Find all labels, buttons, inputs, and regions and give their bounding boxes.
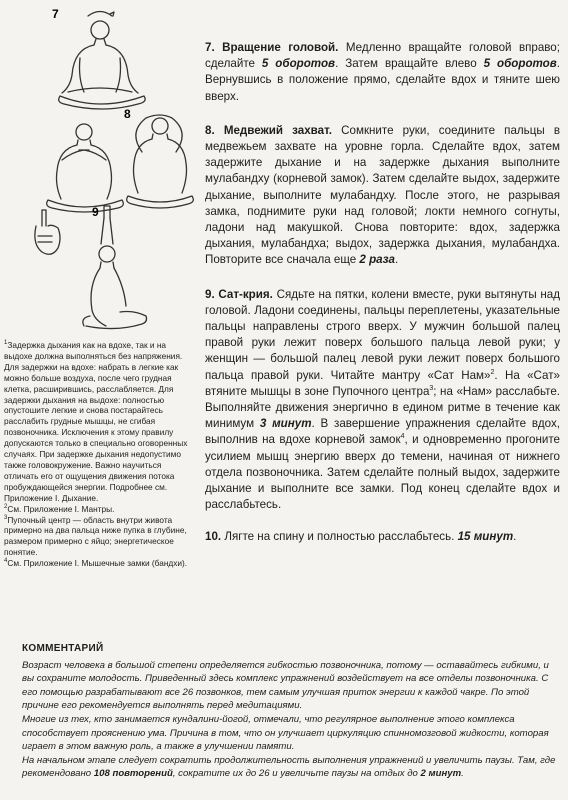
footnote-2	[4, 504, 194, 515]
figure-7-illustration	[59, 12, 145, 110]
footnote-4-text: См. Приложение I. Мышечные замки (бандхи).	[7, 558, 188, 569]
commentary-title: КОММЕНТАРИЙ	[22, 643, 104, 654]
footnote-2-number: 2	[4, 503, 8, 510]
footnote-4-number: 4	[4, 558, 8, 565]
footnote-ref-2: 2	[490, 368, 495, 376]
footnote-1-number: 1	[4, 340, 8, 347]
footnote-4	[4, 558, 194, 569]
exercise-7-count-left: 5 оборотов	[483, 57, 557, 71]
commentary-p3-text-2: , сократите их до 26 и увеличьте паузы на отдых до	[172, 768, 421, 780]
exercise-7	[205, 40, 560, 105]
exercise-7-text-2: . Затем вращайте влево	[335, 57, 484, 71]
exercise-9-text-4: . В завершение упражнения сделайте вдох, выполнив на вдохе корневой замок	[205, 417, 560, 447]
footnote-1-text: Задержка дыхания как на вдохе, так и на выдохе должна выполняться без напряжения. Для задержки на вдохе: набрать в легкие как можно больше воздуха, после чего грудная клетка, расширившись, расслабляется. Для задержки дыхания на выдохе: полностью опустошите легкие и снова постарайтесь расслабить грудные мышцы, не сгибая позвоночника. Исключения к этому правилу допускаются только в специально оговоренных случаях. При задержке дыхания недопустимо также головокружение. Важно научиться отличать его от ощущения движения потока пробуждающейся энергии. Подробнее см. Приложение I. Дыхание.	[4, 340, 188, 503]
exercise-9-text-3: ; на «Нам» расслабьте. Выполняйте движения энергично в едином ритме в течение как минимум	[205, 384, 560, 431]
commentary-pause: 2 минут	[420, 768, 462, 780]
commentary-repetitions: 108 повторений	[93, 768, 173, 780]
commentary-section	[22, 642, 562, 781]
exercise-8-text-end: .	[394, 253, 399, 267]
exercise-10	[205, 529, 560, 545]
exercise-10-text: Лягте на спину и полностью расслабьтесь.	[221, 530, 458, 544]
commentary-p3-end: .	[461, 768, 464, 780]
footnotes	[4, 340, 194, 569]
exercise-7-heading: 7. Вращение головой.	[205, 41, 339, 54]
footnote-3-text: Пупочный центр — область внутри живота примерно на два пальца ниже пупка в глубине, размером примерно с яйцо; энергетическое понятие.	[4, 514, 187, 558]
exercise-9-heading: 9. Сат-крия.	[205, 287, 273, 301]
exercise-10-heading: 10.	[205, 530, 222, 544]
exercise-8	[205, 123, 560, 269]
footnote-1	[4, 340, 194, 504]
footnote-ref-4: 4	[400, 433, 405, 441]
exercise-7-count-right: 5 оборотов	[261, 57, 336, 71]
footnote-3-number: 3	[4, 514, 8, 521]
commentary-paragraph-2: Многие из тех, кто занимается кундалини-йогой, отмечали, что регулярное выполнение этого комплекса способствует прояснению ума. Причина в том, что он улучшает циркуляцию спинномозговой жидкости, которая играет в этом важную роль, а также в улучшении памяти.	[22, 713, 549, 753]
figure-9-number: 9	[92, 205, 99, 219]
exercise-9-text-5: , и одновременно прогоните усилием мышц энергию вверх до темени, начиная от нижнего отдела позвоночника. Затем сделайте полный выдох, задержите дыхание и выполните все замки. Под конец сделайте вдох и расслабьтесь.	[205, 433, 560, 512]
exercise-illustrations	[0, 0, 230, 340]
exercise-9-text: Сядьте на пятки, колени вместе, руки вытянуты над головой. Ладони соединены, пальцы переплетены, указательные пальцы направлены строго вверх. У мужчин большой палец правой руки лежит поверх большого пальца левой руки; у женщин — большой палец левой руки лежит поверх большого пальца правой руки. Читайте мантру «Сат Нам»	[205, 287, 561, 382]
footnote-ref-3: 3	[429, 385, 434, 392]
exercise-7-text: Медленно вращайте головой вправо; сделайте	[205, 41, 560, 71]
exercise-7-text-3: . Вернувшись в положение прямо, сделайте вдох и тяните шею вверх.	[205, 57, 561, 103]
figure-7-number: 7	[52, 7, 59, 21]
exercise-9	[205, 287, 560, 514]
footnote-2-text: См. Приложение I. Мантры.	[7, 503, 115, 514]
exercise-10-text-end: .	[513, 530, 517, 544]
exercise-8-repeat-count: 2 раза	[359, 253, 395, 267]
exercise-9-text-2: . На «Сат» втяните мышцы в зоне Пупочного центра	[205, 368, 560, 398]
exercise-10-duration: 15 минут	[457, 530, 514, 544]
exercise-8-text: Сомкните руки, соедините пальцы в медвежьем захвате на уровне горла. Сделайте вдох, затем задержите дыхание и на задержке дыхания выполните мулабандху (корневой замок). Затем сделайте выдох, задержите дыхание, выполните мулабандху. После этого, не разрывая замка, поднимите руки над головой; локти немного согнуты, ладони над макушкой. Снова повторите: вдох, задержка дыхания, мулабандха; выдох, задержка дыхания, мулабандха. Повторите все сначала еще	[205, 123, 560, 267]
commentary-paragraph-3	[22, 754, 562, 781]
exercise-9-duration: 3 минут	[259, 417, 312, 431]
commentary-p3-text: На начальном этапе следует сократить продолжительность выполнения упражнений и увеличить паузы. Там, где рекомендовано	[22, 754, 556, 780]
figure-8-illustration	[47, 115, 194, 212]
commentary-paragraph-1: Возраст человека в большой степени определяется гибкостью позвоночника, потому — оставайтесь гибкими, и вы сохраните молодость. Приведенный здесь комплекс упражнений воздействует на все отделы позвоночника. С его помощью разрабатывают все 26 позвонков, тем самым улучшая приток энергии к каждой чакре. По этой причине его рекомендуется выполнять перед медитациями.	[22, 659, 549, 712]
exercise-list	[205, 40, 560, 546]
exercise-8-heading: 8. Медвежий захват.	[205, 123, 332, 137]
figure-9-illustration	[35, 206, 147, 329]
footnote-3	[4, 515, 194, 559]
figure-8-number: 8	[124, 107, 131, 121]
